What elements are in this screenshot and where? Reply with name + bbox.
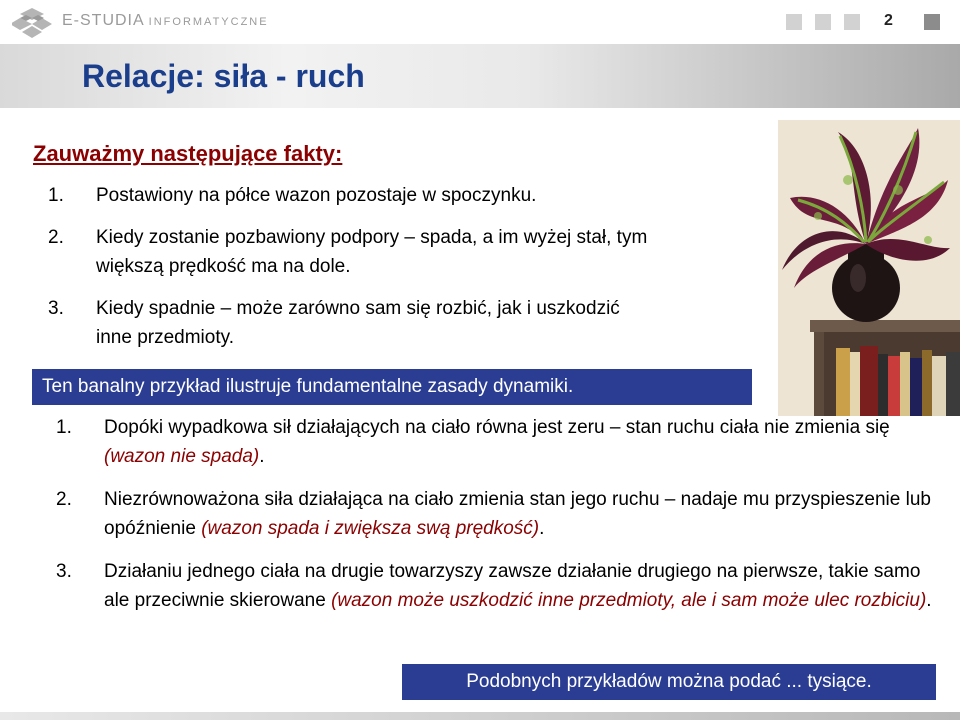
logo-icon xyxy=(12,6,52,40)
brand-main: E-STUDIA xyxy=(62,12,145,29)
principle-note: (wazon nie spada) xyxy=(104,446,260,467)
list-item xyxy=(56,485,936,543)
list-text: Kiedy zostanie pozbawiony podpory – spada, a im wyżej stał, tym większą prędkość ma na dole. xyxy=(96,227,648,277)
brand-sub: INFORMATYCZNE xyxy=(148,16,269,28)
list-number: 3. xyxy=(48,298,64,319)
principle-tail: . xyxy=(259,446,265,467)
nav-square-1[interactable] xyxy=(786,14,802,30)
vase-photo xyxy=(778,120,960,416)
principle-note: (wazon może uszkodzić inne przedmioty, ale i sam może ulec rozbiciu) xyxy=(331,590,927,611)
principles-list xyxy=(56,413,936,629)
slide-subtitle: Zauważmy następujące fakty: xyxy=(33,141,343,166)
page-number: 2 xyxy=(884,12,893,29)
list-text: Kiedy spadnie – może zarówno sam się rozbić, jak i uszkodzić inne przedmioty. xyxy=(96,298,620,348)
principle-tail: . xyxy=(926,590,932,611)
facts-list xyxy=(48,181,668,365)
list-text xyxy=(104,557,936,615)
nav-square-2[interactable] xyxy=(815,14,831,30)
banner-bottom: Podobnych przykładów można podać ... tysiące. xyxy=(402,664,936,700)
list-item xyxy=(48,223,668,281)
nav-square-next[interactable] xyxy=(924,14,940,30)
principle-note: (wazon spada i zwiększa swą prędkość) xyxy=(201,518,540,539)
list-item xyxy=(48,294,668,352)
principle-tail: . xyxy=(539,518,545,539)
list-text xyxy=(104,485,936,543)
principle-text: Niezrównoważona siła działająca na ciało zmienia stan jego ruchu – nadaje mu przyspieszenie lub opóźnienie xyxy=(104,489,931,539)
list-number: 3. xyxy=(56,561,72,582)
list-item xyxy=(48,181,668,210)
brand-name xyxy=(62,12,269,30)
list-number: 2. xyxy=(56,489,72,510)
nav-square-3[interactable] xyxy=(844,14,860,30)
slide-title: Relacje: siła - ruch xyxy=(82,58,365,94)
list-number: 2. xyxy=(48,227,64,248)
banner-top: Ten banalny przykład ilustruje fundamentalne zasady dynamiki. xyxy=(32,369,752,405)
list-number: 1. xyxy=(48,185,64,206)
list-text xyxy=(104,413,936,471)
principle-text: Działaniu jednego ciała na drugie towarzyszy zawsze działanie drugiego na pierwsze, takie samo ale przeciwnie skierowane xyxy=(104,561,921,611)
list-number: 1. xyxy=(56,417,72,438)
list-item xyxy=(56,557,936,615)
list-item xyxy=(56,413,936,471)
list-text: Postawiony na półce wazon pozostaje w spoczynku. xyxy=(96,185,537,206)
footer-line xyxy=(0,712,960,720)
principle-text: Dopóki wypadkowa sił działających na ciało równa jest zeru – stan ruchu ciała nie zmienia się xyxy=(104,417,890,438)
